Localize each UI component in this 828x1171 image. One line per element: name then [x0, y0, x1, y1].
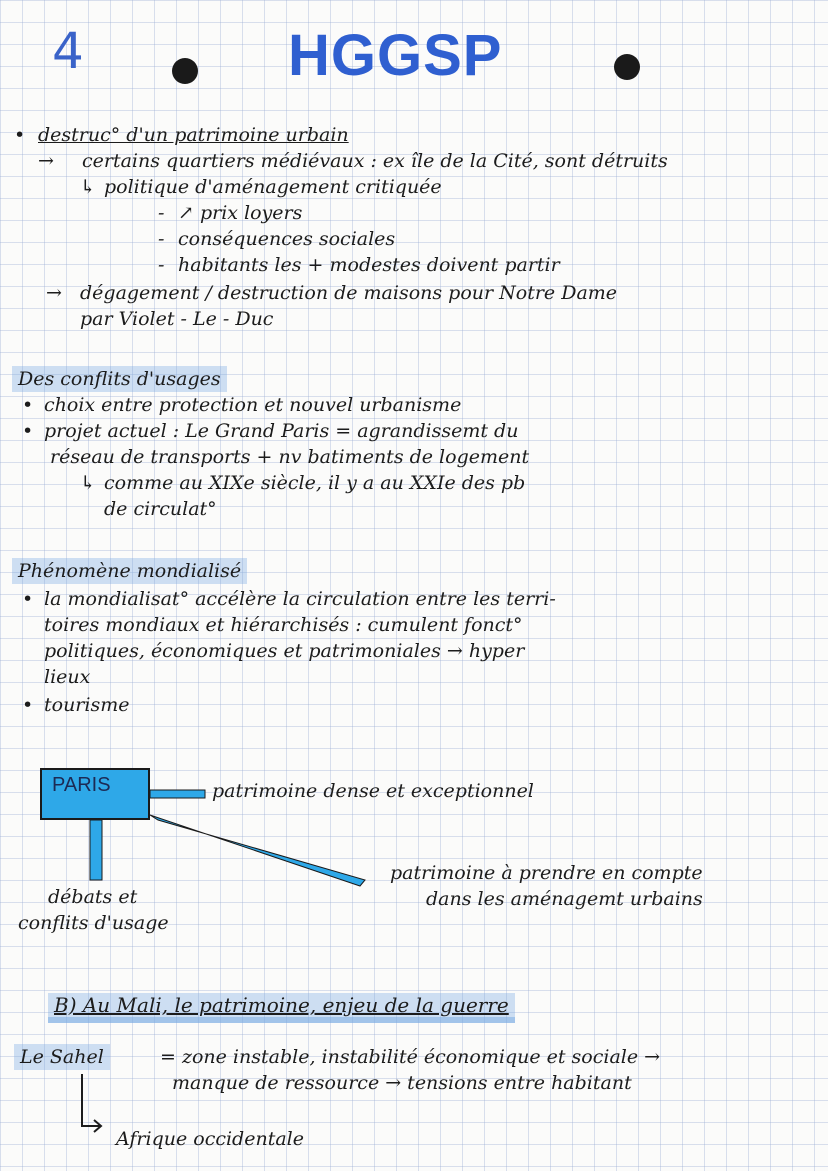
arrow-down-right-icon: ↳: [80, 472, 96, 494]
sahel-label: Le Sahel: [14, 1044, 110, 1070]
note-line: la mondialisat° accélère la circulation entre les terri-: [44, 588, 556, 610]
note-line: toires mondiaux et hiérarchisés : cumulent fonct°: [44, 614, 523, 636]
note-line: = zone instable, instabilité économique et sociale →: [160, 1046, 661, 1068]
page-number: 4: [52, 22, 84, 80]
binder-hole-right: [614, 54, 640, 80]
diagram-label-down: conflits d'usage: [18, 912, 169, 934]
note-line: Afrique occidentale: [116, 1128, 304, 1150]
section-heading-mali-text: B) Au Mali, le patrimoine, enjeu de la guerre: [48, 993, 515, 1023]
bullet-dot: •: [22, 394, 34, 416]
note-line: de circulat°: [104, 498, 217, 520]
page-title: HGGSP: [288, 23, 503, 88]
diagram-label-diagonal: patrimoine à prendre en compte: [390, 862, 703, 884]
connector-right: [150, 790, 205, 798]
bullet-dot: •: [22, 420, 34, 442]
arrow-down-right-icon: ↳: [80, 176, 96, 198]
note-line: par Violet - Le - Duc: [80, 308, 274, 330]
note-line: certains quartiers médiévaux : ex île de la Cité, sont détruits: [82, 150, 668, 172]
section-heading-mali: [48, 992, 515, 1018]
dash-bullet: -: [158, 202, 165, 224]
note-line: dégagement / destruction de maisons pour Notre Dame: [80, 282, 618, 304]
note-line: tourisme: [44, 694, 130, 716]
section-heading-phenomene: Phénomène mondialisé: [12, 558, 247, 584]
dash-bullet: -: [158, 254, 165, 276]
list-item: habitants les + modestes doivent partir: [178, 254, 560, 276]
note-line: réseau de transports + nv batiments de logement: [50, 446, 530, 468]
diagram-label-diagonal: dans les aménagemt urbains: [426, 888, 703, 910]
list-item: conséquences sociales: [178, 228, 396, 250]
bullet-dot: •: [14, 124, 26, 146]
dash-bullet: -: [158, 228, 165, 250]
diagram-label-right: patrimoine dense et exceptionnel: [212, 780, 534, 802]
arrow-icon: →: [46, 282, 62, 304]
paris-box: PARIS: [40, 768, 150, 820]
down-arrow-icon: [70, 1070, 110, 1140]
note-line: comme au XIXe siècle, il y a au XXIe des pb: [104, 472, 526, 494]
binder-hole-left: [172, 58, 198, 84]
note-line: lieux: [44, 666, 91, 688]
note-line: manque de ressource → tensions entre habitant: [172, 1072, 632, 1094]
list-item: ↗ prix loyers: [178, 202, 303, 224]
bullet-dot: •: [22, 694, 34, 716]
arrow-icon: →: [38, 150, 54, 172]
note-line: politiques, économiques et patrimoniales → hyper: [44, 640, 525, 662]
diagram-label-down: débats et: [48, 886, 138, 908]
note-line: choix entre protection et nouvel urbanisme: [44, 394, 462, 416]
connector-down: [90, 820, 102, 880]
connector-diagonal: [150, 815, 365, 886]
section-heading-destruction: destruc° d'un patrimoine urbain: [38, 124, 349, 146]
section-heading-conflits: Des conflits d'usages: [12, 366, 227, 392]
note-line: projet actuel : Le Grand Paris = agrandissemt du: [44, 420, 519, 442]
note-line: politique d'aménagement critiquée: [104, 176, 442, 198]
bullet-dot: •: [22, 588, 34, 610]
